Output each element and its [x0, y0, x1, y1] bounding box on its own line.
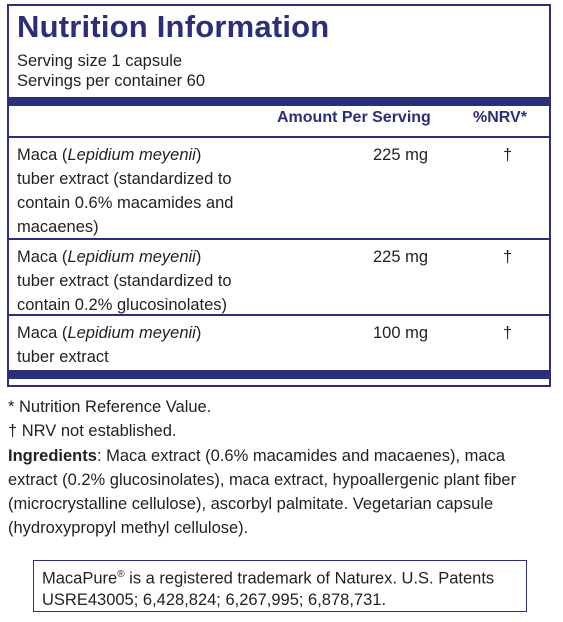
nutrient-name-suffix: ): [195, 248, 202, 266]
nutrition-panel: [7, 4, 551, 387]
nutrient-line: macaenes): [17, 218, 99, 236]
nutrient-latin-name: Lepidium meyenii: [67, 324, 196, 342]
row-divider: [9, 314, 549, 316]
registered-mark: ®: [117, 569, 125, 580]
nutrient-description: [17, 245, 297, 317]
nutrient-line: contain 0.6% macamides and: [17, 194, 234, 212]
ingredients-line: extract (0.2% glucosinolates), maca extract, hypoallergenic plant fiber: [8, 471, 517, 489]
nutrient-nrv: †: [503, 248, 513, 266]
ingredients-block: [8, 444, 553, 540]
header-bar: [9, 97, 549, 106]
amount-column-header: Amount Per Serving: [277, 109, 431, 126]
nutrient-description: [17, 143, 297, 239]
nutrient-amount: 225 mg: [373, 248, 429, 266]
nutrient-line: tuber extract (standardized to: [17, 272, 232, 290]
row-divider: [9, 238, 549, 240]
panel-title: Nutrition Information: [17, 9, 330, 44]
nutrient-line: tuber extract: [17, 348, 109, 366]
row-divider: [9, 136, 549, 138]
trademark-text: is a registered trademark of Naturex. U.S. Patents: [124, 569, 495, 588]
nutrient-name-suffix: ): [195, 324, 202, 342]
nutrient-amount: 225 mg: [373, 146, 429, 164]
nutrient-name-prefix: Maca (: [17, 146, 68, 164]
ingredients-label: Ingredients: [8, 447, 97, 465]
trademark-brand: MacaPure: [42, 569, 118, 588]
trademark-notice: [33, 560, 527, 612]
patent-numbers: USRE43005; 6,428,824; 6,267,995; 6,878,731.: [42, 590, 387, 609]
nutrient-name-prefix: Maca (: [17, 248, 68, 266]
footer-bar: [9, 370, 549, 379]
nutrient-name-suffix: ): [195, 146, 202, 164]
servings-per-container: Servings per container 60: [17, 72, 206, 90]
nutrient-latin-name: Lepidium meyenii: [67, 146, 196, 164]
serving-size: Serving size 1 capsule: [17, 52, 183, 70]
nutrient-name-prefix: Maca (: [17, 324, 68, 342]
nutrient-amount: 100 mg: [373, 324, 429, 342]
nrv-footnote: * Nutrition Reference Value.: [8, 398, 212, 416]
nutrient-nrv: †: [503, 146, 513, 164]
nutrient-latin-name: Lepidium meyenii: [67, 248, 196, 266]
ingredients-line: : Maca extract (0.6% macamides and macaenes), maca: [96, 447, 506, 465]
ingredients-line: (hydroxypropyl methyl cellulose).: [8, 519, 249, 537]
nutrient-description: [17, 321, 297, 369]
nutrient-line: tuber extract (standardized to: [17, 170, 232, 188]
nutrient-nrv: †: [503, 324, 513, 342]
dagger-footnote: † NRV not established.: [8, 422, 177, 440]
nutrient-line: contain 0.2% glucosinolates): [17, 296, 228, 314]
nrv-column-header: %NRV*: [473, 109, 527, 126]
ingredients-line: (microcrystalline cellulose), ascorbyl palmitate. Vegetarian capsule: [8, 495, 494, 513]
